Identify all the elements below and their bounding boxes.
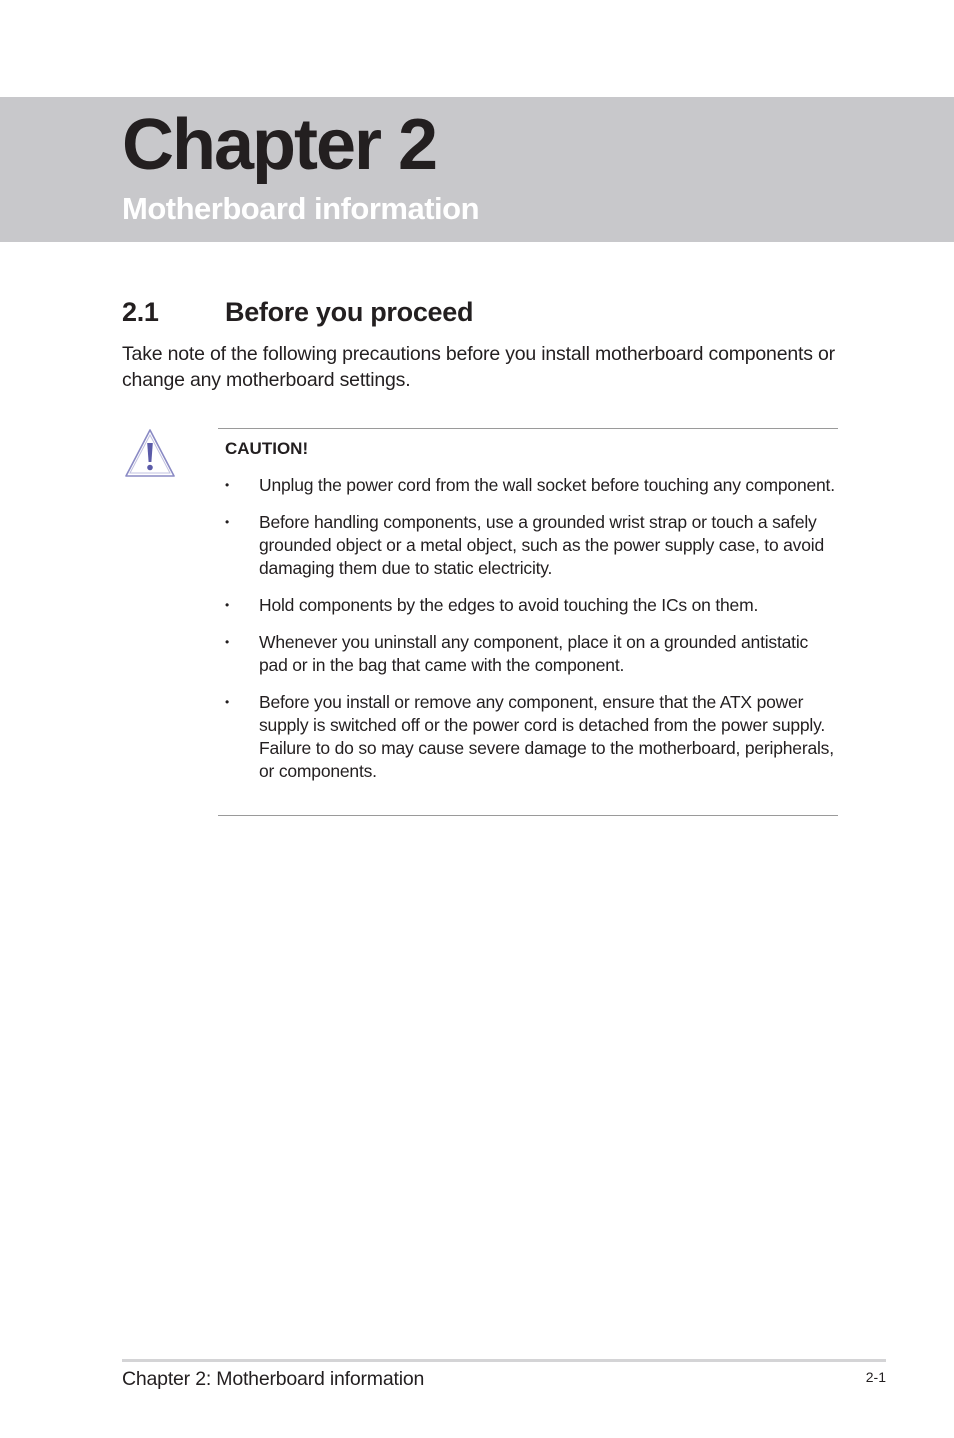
bullet: • xyxy=(225,515,230,529)
list-item-text: Whenever you uninstall any component, place it on a grounded antistatic pad or in the bag that came with the component. xyxy=(259,632,809,675)
list-item xyxy=(218,691,838,783)
list-item-text: Hold components by the edges to avoid touching the ICs on them. xyxy=(259,595,759,615)
bullet: • xyxy=(225,695,230,709)
footer-title: Chapter 2: Motherboard information xyxy=(122,1368,425,1390)
warning-triangle-icon xyxy=(124,428,176,480)
caution-list xyxy=(218,474,838,797)
list-item-text: Before you install or remove any component, ensure that the ATX power supply is switched off or the power cord is detached from the power supply. Failure to do so may cause severe damage to the motherboard, peripherals, or components. xyxy=(259,692,834,781)
chapter-title: Chapter 2 xyxy=(122,105,437,185)
caution-title: CAUTION! xyxy=(225,439,309,458)
list-item xyxy=(218,474,838,497)
list-item xyxy=(218,594,838,617)
list-item xyxy=(218,631,838,677)
bullet: • xyxy=(225,635,230,649)
list-item-text: Before handling components, use a grounded wrist strap or touch a safely grounded object or a metal object, such as the power supply case, to avoid damaging them due to static electricity. xyxy=(259,512,824,578)
section-heading xyxy=(122,294,473,330)
page-number: 2-1 xyxy=(865,1369,886,1385)
section-number: 2.1 xyxy=(122,297,159,327)
list-item xyxy=(218,511,838,580)
section-title: Before you proceed xyxy=(225,297,474,327)
bullet: • xyxy=(225,478,230,492)
caution-box xyxy=(218,428,838,816)
chapter-subtitle: Motherboard information xyxy=(122,191,480,226)
footer-divider xyxy=(122,1359,886,1362)
list-item-text: Unplug the power cord from the wall socket before touching any component. xyxy=(259,475,835,495)
intro-paragraph: Take note of the following precautions before you install motherboard components or change any motherboard settings. xyxy=(122,343,835,391)
bullet: • xyxy=(225,598,230,612)
chapter-banner xyxy=(0,97,954,242)
